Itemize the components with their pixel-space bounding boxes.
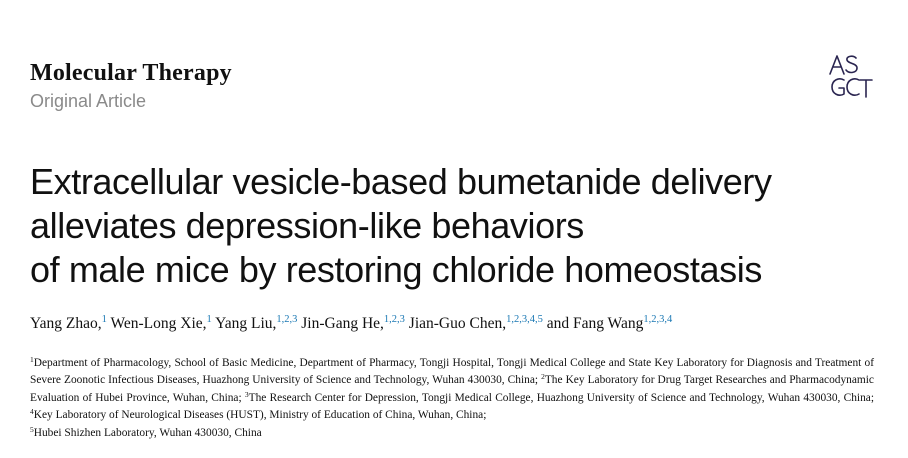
affiliation-text: Hubei Shizhen Laboratory, Wuhan 430030, China: [33, 426, 262, 439]
author-affiliation-ref[interactable]: 1,2,3: [383, 314, 405, 325]
author-name: Jian-Guo Chen,: [408, 315, 507, 332]
author-name: Jin-Gang He,: [301, 315, 384, 332]
affiliation-number: 1: [30, 355, 34, 364]
title-line-2: alleviates depression-like behaviors: [30, 205, 584, 246]
author-name: Yang Liu,: [215, 315, 277, 332]
journal-name: Molecular Therapy: [30, 60, 232, 86]
affiliation-number: 5: [30, 424, 34, 434]
author-name: Wen-Long Xie,: [110, 315, 207, 332]
author-list: [30, 313, 890, 335]
author-name: and Fang Wang: [546, 315, 644, 332]
affiliations: [30, 355, 874, 442]
affiliation-text: The Key Laboratory for Drug Target Researches and Pharmacodynamic Evaluation of Hubei Province, Wuhan, China;: [30, 374, 874, 404]
author-name: Yang Zhao,: [30, 315, 102, 332]
author-affiliation-ref[interactable]: 1,2,3,4: [643, 314, 673, 325]
title-line-1: Extracellular vesicle-based bumetanide delivery: [30, 161, 772, 202]
journal-header: [30, 58, 232, 113]
author-affiliation-ref[interactable]: 1: [101, 314, 107, 325]
affiliation-number: 4: [30, 407, 34, 417]
author-affiliation-ref[interactable]: 1: [206, 314, 212, 325]
author-affiliation-ref[interactable]: 1,2,3,4,5: [506, 314, 543, 325]
title-line-3: of male mice by restoring chloride homeostasis: [30, 249, 762, 290]
affiliation-number: 3: [244, 389, 249, 399]
affiliation-number: 2: [541, 372, 545, 382]
article-type: Original Article: [30, 91, 147, 111]
article-title: [30, 160, 890, 292]
affiliation-text: The Research Center for Depression, Tongji Medical College, Huazhong University of Science and Technology, Wuhan 430030, China;: [248, 391, 874, 404]
asgct-logo-icon: [826, 50, 876, 102]
author-affiliation-ref[interactable]: 1,2,3: [276, 314, 298, 325]
affiliation-text: Department of Pharmacology, School of Basic Medicine, Department of Pharmacy, Tongji Hospital, Tongji Medical College and State Key Laboratory for Diagnosis and Treatment of Severe Zoonotic Infectious Diseases, Huazhong University of Science and Technology, Wuhan 430030, China;: [30, 357, 874, 387]
affiliation-text: Key Laboratory of Neurological Diseases (HUST), Ministry of Education of China, Wuhan, China;: [33, 409, 487, 422]
